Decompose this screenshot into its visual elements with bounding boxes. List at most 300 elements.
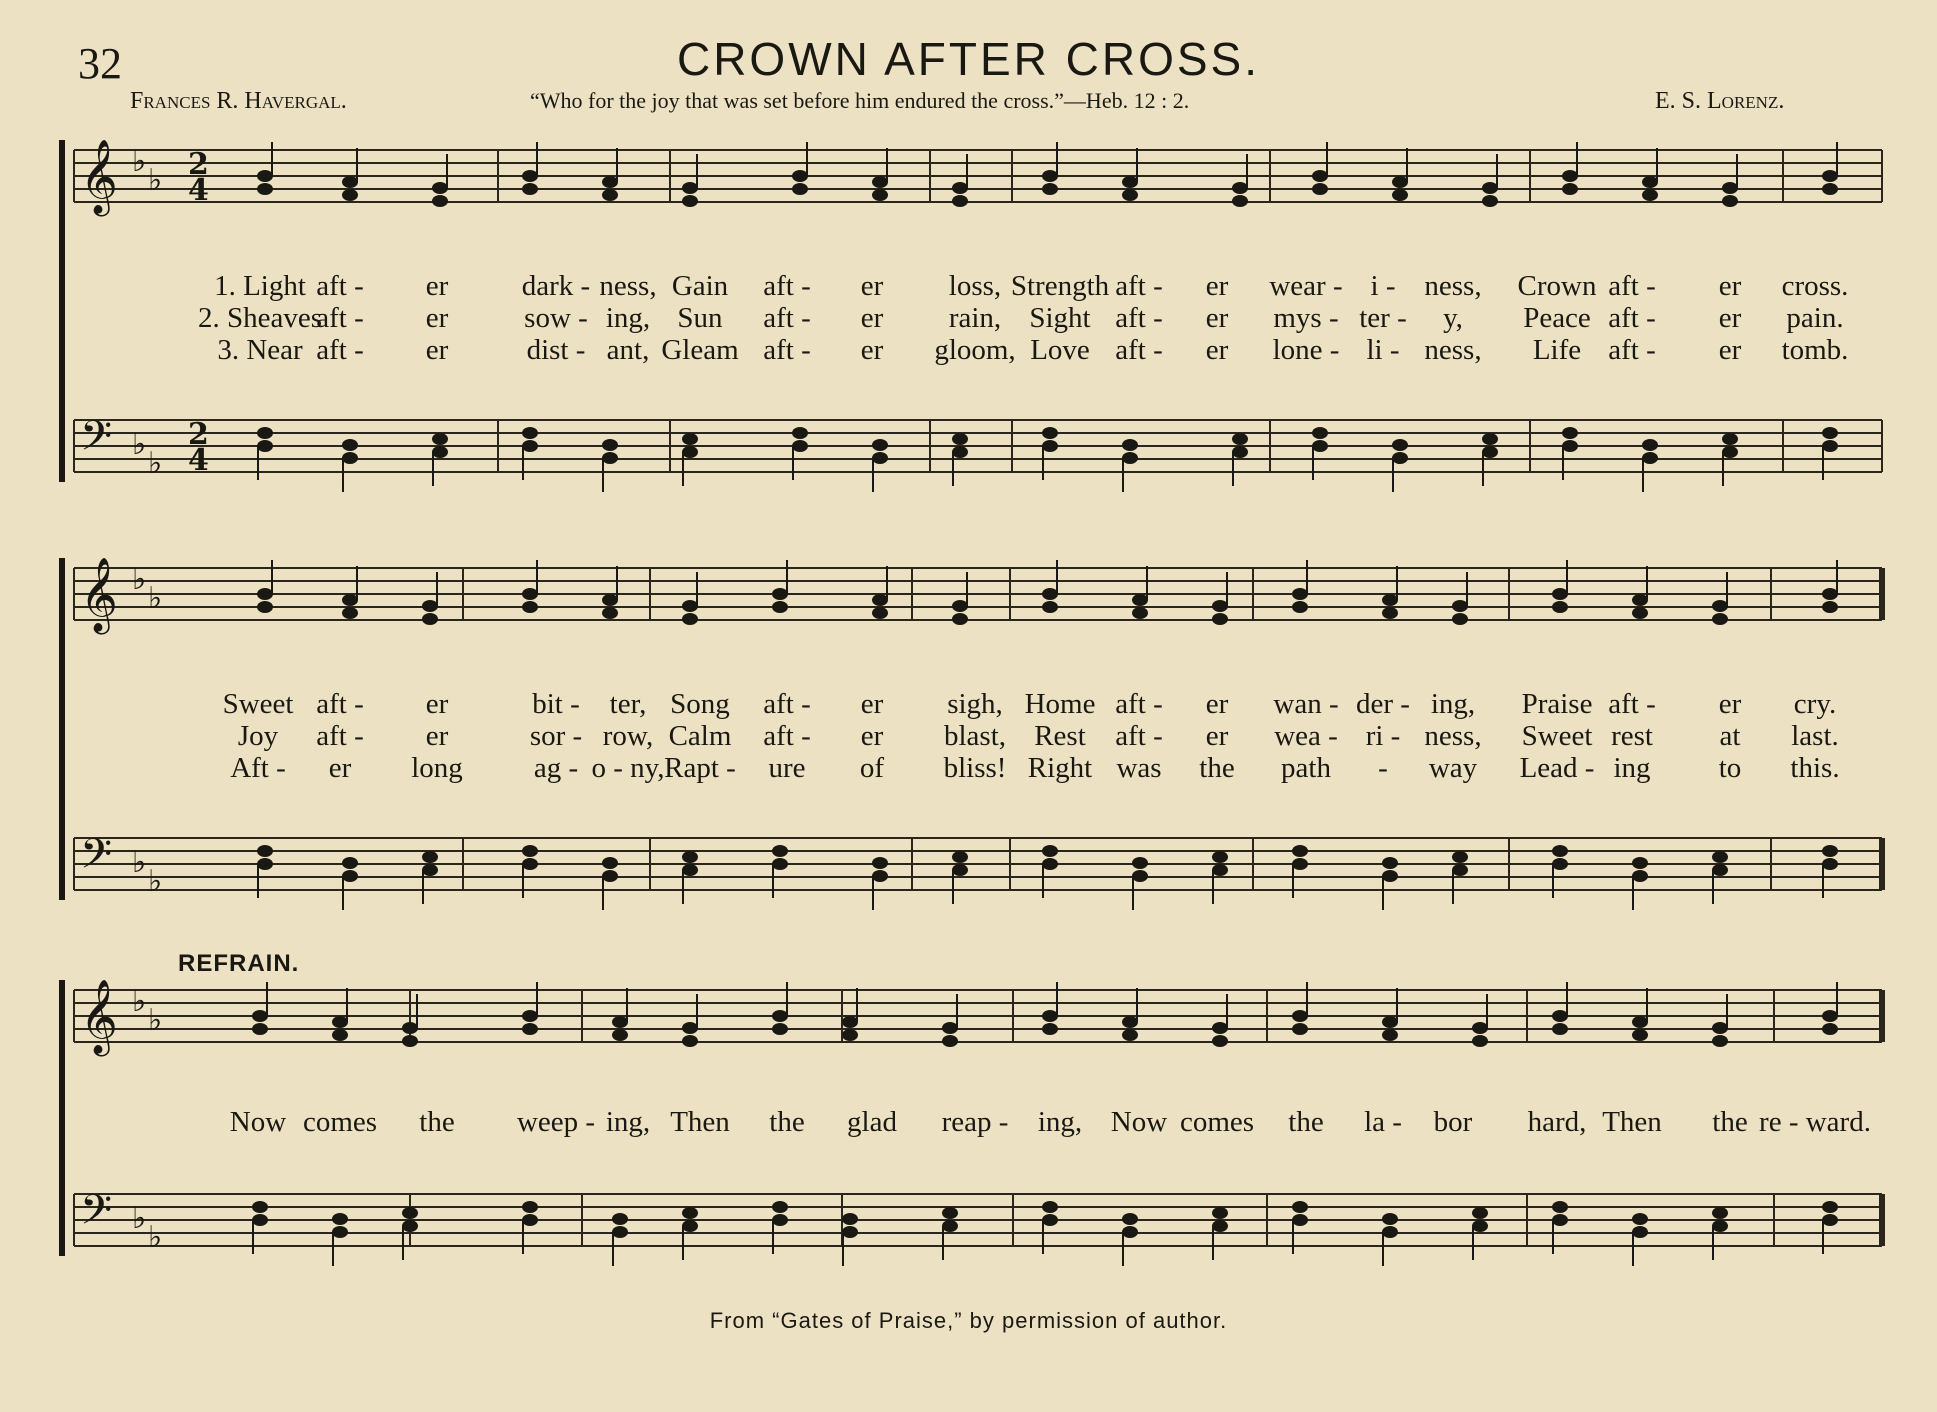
lyric-syllable: er	[1205, 688, 1229, 720]
notehead	[1552, 1214, 1568, 1226]
lyric-syllable: ure	[768, 752, 806, 784]
lyric-syllable: aft -	[316, 270, 364, 302]
notehead	[872, 452, 888, 464]
lyric-syllable: er	[425, 334, 449, 366]
notehead	[872, 607, 888, 619]
notehead	[332, 1016, 348, 1028]
lyric-syllable: ness,	[1424, 334, 1482, 366]
lyric-syllable: Life	[1532, 334, 1582, 366]
notehead	[1132, 594, 1148, 606]
lyric-syllable: der -	[1356, 688, 1410, 720]
notehead	[1472, 1207, 1488, 1219]
notehead	[682, 433, 698, 445]
lyric-syllable: aft -	[316, 302, 364, 334]
notehead	[522, 1214, 538, 1226]
notehead	[1122, 1016, 1138, 1028]
notehead	[1712, 1022, 1728, 1034]
notehead	[1562, 427, 1578, 439]
notehead	[332, 1029, 348, 1041]
notehead	[1132, 870, 1148, 882]
notehead	[257, 427, 273, 439]
notehead	[402, 1207, 418, 1219]
notehead	[342, 176, 358, 188]
notehead	[332, 1213, 348, 1225]
lyric-syllable: hard,	[1527, 1106, 1587, 1138]
notehead	[522, 427, 538, 439]
lyric-syllable: aft -	[1608, 270, 1656, 302]
time-signature-treble: 4	[188, 173, 209, 208]
lyric-syllable: aft -	[1115, 720, 1163, 752]
notehead	[1712, 1207, 1728, 1219]
notehead	[1552, 1010, 1568, 1022]
lyric-syllable: Lead -	[1519, 752, 1595, 784]
notehead	[1822, 1010, 1838, 1022]
lyric-syllable: 2. Sheaves	[197, 302, 323, 334]
notehead	[522, 440, 538, 452]
notehead	[1822, 427, 1838, 439]
notehead	[602, 870, 618, 882]
notehead	[1232, 195, 1248, 207]
notehead	[1312, 440, 1328, 452]
notehead	[792, 170, 808, 182]
notehead	[1712, 1220, 1728, 1232]
notehead	[682, 1035, 698, 1047]
lyric-syllable: Sun	[677, 302, 723, 334]
lyric-syllable: ness,	[1424, 270, 1482, 302]
flat-icon: ♭	[148, 163, 163, 198]
lyric-syllable: aft -	[1115, 270, 1163, 302]
notehead	[1212, 613, 1228, 625]
notehead	[602, 176, 618, 188]
notehead	[1042, 1023, 1058, 1035]
notehead	[602, 594, 618, 606]
lyric-syllable: blast,	[943, 720, 1007, 752]
lyric-syllable: aft -	[1608, 688, 1656, 720]
notehead	[1382, 1029, 1398, 1041]
notehead	[1552, 1201, 1568, 1213]
notehead	[1042, 845, 1058, 857]
notehead	[1392, 439, 1408, 451]
permission-note: From “Gates of Praise,” by permission of author.	[709, 1308, 1228, 1333]
lyric-syllable: Crown	[1517, 270, 1597, 302]
notehead	[522, 183, 538, 195]
notehead	[1642, 176, 1658, 188]
notehead	[1472, 1035, 1488, 1047]
notehead	[602, 189, 618, 201]
lyric-syllable: wea -	[1274, 720, 1338, 752]
lyric-syllable: ag -	[533, 752, 579, 784]
lyric-syllable: Then	[670, 1106, 730, 1138]
notehead	[1452, 613, 1468, 625]
lyric-syllable: aft -	[763, 302, 811, 334]
lyric-syllable: bliss!	[943, 752, 1007, 784]
lyric-syllable: er	[860, 688, 884, 720]
lyric-syllable: way	[1428, 752, 1478, 784]
lyric-syllable: Sight	[1029, 302, 1091, 334]
notehead	[252, 1214, 268, 1226]
lyric-syllable: row,	[602, 720, 654, 752]
notehead	[1122, 1029, 1138, 1041]
lyric-syllable: aft -	[1115, 688, 1163, 720]
flat-icon: ♭	[132, 562, 147, 597]
lyric-syllable: er	[1718, 334, 1742, 366]
notehead	[1212, 851, 1228, 863]
treble-clef-icon: 𝄞	[80, 140, 118, 214]
notehead	[1292, 845, 1308, 857]
notehead	[842, 1016, 858, 1028]
notehead	[1122, 452, 1138, 464]
lyric-syllable: Song	[670, 688, 730, 720]
notehead	[872, 857, 888, 869]
notehead	[1472, 1022, 1488, 1034]
notehead	[1042, 1010, 1058, 1022]
notehead	[257, 858, 273, 870]
notehead	[1822, 845, 1838, 857]
notehead	[1042, 1201, 1058, 1213]
notehead	[1482, 446, 1498, 458]
lyric-syllable: wan -	[1273, 688, 1339, 720]
lyric-syllable: was	[1116, 752, 1162, 784]
notehead	[1232, 446, 1248, 458]
time-signature-bass: 4	[188, 443, 209, 478]
notehead	[1452, 851, 1468, 863]
notehead	[792, 440, 808, 452]
lyric-syllable: ant,	[606, 334, 650, 366]
notehead	[772, 1214, 788, 1226]
notehead	[342, 857, 358, 869]
notehead	[1722, 433, 1738, 445]
lyric-syllable: rain,	[948, 302, 1002, 334]
lyric-syllable: Joy	[237, 720, 279, 752]
lyric-syllable: er	[1718, 270, 1742, 302]
lyric-syllable: 3. Near	[217, 334, 303, 366]
notehead	[1312, 170, 1328, 182]
notehead	[1722, 195, 1738, 207]
lyric-syllable: tomb.	[1781, 334, 1849, 366]
notehead	[402, 1035, 418, 1047]
notehead	[772, 858, 788, 870]
notehead	[1312, 183, 1328, 195]
lyric-syllable: reap -	[941, 1106, 1009, 1138]
bass-clef-icon: 𝄢	[80, 412, 113, 470]
notehead	[252, 1010, 268, 1022]
lyric-syllable: er	[860, 302, 884, 334]
notehead	[1042, 427, 1058, 439]
lyric-syllable: comes	[1179, 1106, 1255, 1138]
lyric-syllable: last.	[1791, 720, 1839, 752]
lyric-syllable: lone -	[1272, 334, 1340, 366]
lyric-syllable: Now	[1110, 1106, 1168, 1138]
notehead	[1722, 446, 1738, 458]
notehead	[1822, 588, 1838, 600]
flat-icon: ♭	[132, 1201, 147, 1236]
notehead	[942, 1220, 958, 1232]
notehead	[1042, 601, 1058, 613]
notehead	[522, 858, 538, 870]
notehead	[772, 1010, 788, 1022]
notehead	[522, 170, 538, 182]
notehead	[602, 857, 618, 869]
notehead	[432, 195, 448, 207]
lyric-syllable: ter -	[1359, 302, 1407, 334]
lyric-syllable: Gain	[671, 270, 729, 302]
lyric-syllable: at	[1719, 720, 1741, 752]
notehead	[1122, 1213, 1138, 1225]
page-number: 32	[78, 39, 122, 88]
lyric-syllable: Then	[1602, 1106, 1662, 1138]
notehead	[422, 600, 438, 612]
flat-icon: ♭	[132, 984, 147, 1019]
notehead	[1642, 189, 1658, 201]
notehead	[1822, 1214, 1838, 1226]
notehead	[952, 195, 968, 207]
notehead	[1292, 601, 1308, 613]
notehead	[1482, 182, 1498, 194]
lyric-syllable: this.	[1790, 752, 1840, 784]
notehead	[432, 182, 448, 194]
lyric-syllable: aft -	[763, 688, 811, 720]
notehead	[1472, 1220, 1488, 1232]
time-signature-treble: 2	[188, 147, 209, 182]
notehead	[1632, 1226, 1648, 1238]
treble-clef-icon: 𝄞	[80, 980, 118, 1054]
notehead	[772, 1023, 788, 1035]
lyric-syllable: of	[859, 752, 885, 784]
notehead	[1212, 1035, 1228, 1047]
lyric-syllable: sor -	[529, 720, 583, 752]
flat-icon: ♭	[148, 581, 163, 616]
notehead	[1382, 870, 1398, 882]
notehead	[522, 601, 538, 613]
notehead	[1712, 864, 1728, 876]
notehead	[432, 446, 448, 458]
lyric-syllable: the	[1288, 1106, 1324, 1138]
hymn-title: CROWN AFTER CROSS.	[676, 33, 1261, 85]
lyric-syllable: Now	[229, 1106, 287, 1138]
notehead	[1212, 600, 1228, 612]
flat-icon: ♭	[148, 1220, 163, 1255]
notehead	[1822, 601, 1838, 613]
notehead	[872, 176, 888, 188]
notehead	[682, 195, 698, 207]
notehead	[952, 182, 968, 194]
notehead	[257, 845, 273, 857]
notehead	[1232, 182, 1248, 194]
notehead	[1292, 1023, 1308, 1035]
lyric-syllable: o - ny,	[591, 752, 665, 784]
notehead	[952, 864, 968, 876]
notehead	[522, 1201, 538, 1213]
bass-clef-icon: 𝄢	[80, 1186, 113, 1244]
lyric-syllable: ing,	[1037, 1106, 1083, 1138]
lyric-syllable: Sweet	[1521, 720, 1593, 752]
notehead	[1042, 858, 1058, 870]
notehead	[1122, 439, 1138, 451]
notehead	[1712, 600, 1728, 612]
lyric-syllable: la -	[1364, 1106, 1402, 1138]
notehead	[422, 851, 438, 863]
notehead	[952, 851, 968, 863]
lyric-syllable: aft -	[316, 334, 364, 366]
lyric-syllable: er	[1205, 720, 1229, 752]
notehead	[1392, 189, 1408, 201]
notehead	[872, 594, 888, 606]
notehead	[1382, 607, 1398, 619]
notehead	[1712, 1035, 1728, 1047]
notehead	[422, 864, 438, 876]
lyric-syllable: weep -	[516, 1106, 596, 1138]
lyric-syllable: Sweet	[222, 688, 294, 720]
lyric-syllable: ri -	[1365, 720, 1401, 752]
notehead	[1452, 600, 1468, 612]
notehead	[1482, 433, 1498, 445]
flat-icon: ♭	[132, 144, 147, 179]
notehead	[952, 433, 968, 445]
notehead	[612, 1029, 628, 1041]
notehead	[1822, 1023, 1838, 1035]
lyric-syllable: ing,	[605, 302, 651, 334]
notehead	[522, 1023, 538, 1035]
notehead	[257, 588, 273, 600]
notehead	[952, 613, 968, 625]
notehead	[1232, 433, 1248, 445]
notehead	[1382, 1213, 1398, 1225]
notehead	[1042, 170, 1058, 182]
lyric-syllable: er	[425, 720, 449, 752]
notehead	[342, 439, 358, 451]
notehead	[257, 440, 273, 452]
notehead	[952, 446, 968, 458]
lyric-syllable: aft -	[316, 688, 364, 720]
notehead	[952, 600, 968, 612]
flat-icon: ♭	[132, 845, 147, 880]
notehead	[1122, 189, 1138, 201]
notehead	[402, 1022, 418, 1034]
lyric-syllable: er	[1718, 302, 1742, 334]
notehead	[942, 1022, 958, 1034]
notehead	[1042, 440, 1058, 452]
lyric-syllable: ness,	[599, 270, 657, 302]
lyric-syllable: the	[1199, 752, 1235, 784]
lyric-syllable: er	[425, 688, 449, 720]
notehead	[1632, 1016, 1648, 1028]
notehead	[612, 1016, 628, 1028]
notehead	[1562, 170, 1578, 182]
notehead	[1452, 864, 1468, 876]
lyric-syllable: ness,	[1424, 720, 1482, 752]
notehead	[1212, 1207, 1228, 1219]
notehead	[1562, 183, 1578, 195]
notehead	[1392, 452, 1408, 464]
lyric-syllable: i -	[1370, 270, 1396, 302]
notehead	[1552, 601, 1568, 613]
notehead	[342, 870, 358, 882]
lyric-syllable: y,	[1443, 302, 1463, 334]
notehead	[1632, 1213, 1648, 1225]
notehead	[1292, 588, 1308, 600]
notehead	[682, 613, 698, 625]
lyric-syllable: re - ward.	[1759, 1106, 1871, 1138]
lyric-syllable: aft -	[1115, 334, 1163, 366]
notehead	[252, 1201, 268, 1213]
lyric-syllable: to	[1718, 752, 1742, 784]
notehead	[1382, 1016, 1398, 1028]
notehead	[1132, 857, 1148, 869]
notehead	[432, 433, 448, 445]
treble-clef-icon: 𝄞	[80, 558, 118, 632]
lyric-syllable: the	[419, 1106, 455, 1138]
composer-credit: E. S. Lorenz.	[1655, 88, 1785, 114]
lyric-syllable: -	[1378, 752, 1388, 784]
lyric-syllable: wear -	[1269, 270, 1343, 302]
lyric-syllable: aft -	[763, 270, 811, 302]
lyric-syllable: pain.	[1786, 302, 1844, 334]
refrain-label: REFRAIN.	[178, 950, 300, 977]
notehead	[1042, 1214, 1058, 1226]
lyric-syllable: er	[1718, 688, 1742, 720]
notehead	[342, 189, 358, 201]
notehead	[1042, 183, 1058, 195]
lyric-syllable: aft -	[1115, 302, 1163, 334]
notehead	[257, 170, 273, 182]
notehead	[1822, 1201, 1838, 1213]
lyric-syllable: sigh,	[947, 688, 1003, 720]
notehead	[342, 594, 358, 606]
notehead	[682, 1220, 698, 1232]
notehead	[402, 1220, 418, 1232]
lyric-syllable: Right	[1027, 752, 1093, 784]
notehead	[1482, 195, 1498, 207]
notehead	[772, 588, 788, 600]
notehead	[942, 1035, 958, 1047]
lyric-syllable: gloom,	[934, 334, 1016, 366]
notehead	[1132, 607, 1148, 619]
notehead	[772, 845, 788, 857]
lyric-syllable: ing,	[1430, 688, 1476, 720]
notehead	[1212, 1022, 1228, 1034]
flat-icon: ♭	[148, 446, 163, 481]
lyric-syllable: mys -	[1273, 302, 1339, 334]
notehead	[1822, 183, 1838, 195]
lyric-syllable: bit -	[532, 688, 580, 720]
notehead	[1722, 182, 1738, 194]
notehead	[522, 845, 538, 857]
notehead	[1822, 440, 1838, 452]
lyric-syllable: loss,	[948, 270, 1002, 302]
lyric-syllable: rest	[1611, 720, 1653, 752]
notehead	[682, 1022, 698, 1034]
lyric-syllable: long	[411, 752, 463, 784]
lyric-syllable: path	[1281, 752, 1331, 784]
flat-icon: ♭	[132, 427, 147, 462]
notehead	[682, 446, 698, 458]
lyric-syllable: aft -	[763, 334, 811, 366]
lyric-syllable: dist -	[526, 334, 586, 366]
notehead	[1292, 1214, 1308, 1226]
notehead	[342, 452, 358, 464]
notehead	[682, 851, 698, 863]
notehead	[252, 1023, 268, 1035]
lyric-syllable: er	[860, 334, 884, 366]
lyric-syllable: sow -	[524, 302, 588, 334]
lyric-syllable: cross.	[1781, 270, 1849, 302]
notehead	[522, 1010, 538, 1022]
notehead	[1382, 1226, 1398, 1238]
notehead	[1562, 440, 1578, 452]
lyric-syllable: er	[860, 270, 884, 302]
notehead	[1122, 1226, 1138, 1238]
lyric-syllable: Home	[1024, 688, 1096, 720]
